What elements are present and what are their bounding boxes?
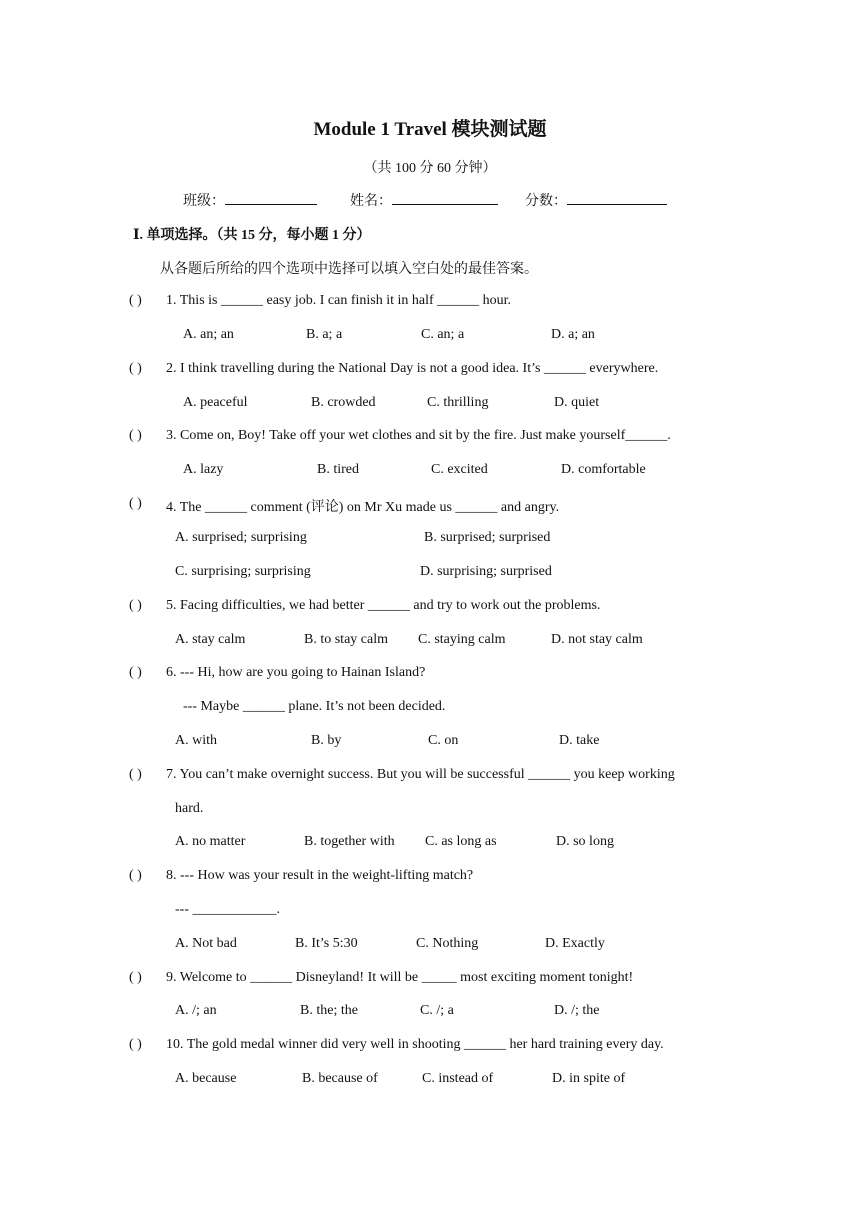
answer-paren: ( )	[129, 767, 142, 782]
option-d: D. quiet	[554, 395, 600, 410]
section-heading: Ⅰ. 单项选择。（共 15 分，每小题 1 分）	[133, 228, 371, 243]
option-d: D. so long	[556, 834, 614, 849]
option-d: D. /; the	[554, 1003, 600, 1018]
option-b: B. surprised; surprised	[424, 530, 551, 545]
option-b: B. a; a	[306, 327, 343, 342]
option-d: D. in spite of	[552, 1071, 626, 1086]
question-stem: 7. You can’t make overnight success. But you will be successful ______ you keep working	[166, 767, 675, 782]
question-stem: 1. This is ______ easy job. I can finish it in half ______ hour.	[166, 293, 512, 308]
option-d: D. a; an	[551, 327, 595, 342]
question-stem: 5. Facing difficulties, we had better ______ and try to work out the problems.	[166, 598, 601, 613]
name-label: 姓名：	[350, 194, 392, 209]
option-d: D. surprising; surprised	[420, 564, 552, 579]
option-a: A. Not bad	[175, 936, 237, 951]
question-stem: 4. The ______ comment (评论) on Mr Xu made us ______ and angry.	[166, 500, 560, 515]
name-field	[350, 190, 498, 210]
option-c: C. staying calm	[418, 632, 506, 647]
score-label: 分数：	[525, 194, 567, 209]
option-a: A. no matter	[175, 834, 246, 849]
name-blank	[392, 190, 498, 205]
option-b: B. together with	[304, 834, 395, 849]
option-b: B. to stay calm	[304, 632, 388, 647]
answer-paren: ( )	[129, 428, 142, 443]
option-a: A. surprised; surprising	[175, 530, 307, 545]
answer-paren: ( )	[129, 970, 142, 985]
answer-paren: ( )	[129, 665, 142, 680]
page-title: Module 1 Travel 模块测试题	[313, 119, 547, 140]
question-stem: 10. The gold medal winner did very well in shooting ______ her hard training every day.	[166, 1037, 664, 1052]
question-stem: 2. I think travelling during the National Day is not a good idea. It’s ______ everywhere.	[166, 361, 659, 376]
option-c: C. as long as	[425, 834, 497, 849]
question-stem-continued: hard.	[175, 801, 204, 816]
option-c: C. an; a	[421, 327, 465, 342]
section-instruction: 从各题后所给的四个选项中选择可以填入空白处的最佳答案。	[160, 262, 538, 277]
option-b: B. tired	[317, 462, 359, 477]
question-stem-continued: --- Maybe ______ plane. It’s not been decided.	[183, 699, 446, 714]
question-stem: 6. --- Hi, how are you going to Hainan Island?	[166, 665, 426, 680]
question-stem: 9. Welcome to ______ Disneyland! It will be _____ most exciting moment tonight!	[166, 970, 634, 985]
question-stem-continued: --- ____________.	[175, 902, 280, 917]
option-a: A. /; an	[175, 1003, 217, 1018]
class-blank	[225, 190, 317, 205]
score-field	[525, 190, 667, 210]
answer-paren: ( )	[129, 293, 142, 308]
answer-paren: ( )	[129, 496, 142, 511]
option-a: A. lazy	[183, 462, 224, 477]
question-stem: 3. Come on, Boy! Take off your wet clothes and sit by the fire. Just make yourself______.	[166, 428, 671, 443]
option-c: C. surprising; surprising	[175, 564, 311, 579]
option-d: D. take	[559, 733, 600, 748]
option-b: B. by	[311, 733, 342, 748]
option-c: C. thrilling	[427, 395, 489, 410]
option-b: B. It’s 5:30	[295, 936, 358, 951]
class-label: 班级：	[183, 194, 225, 209]
option-b: B. the; the	[300, 1003, 358, 1018]
answer-paren: ( )	[129, 1037, 142, 1052]
answer-paren: ( )	[129, 868, 142, 883]
class-field	[183, 190, 317, 210]
option-d: D. comfortable	[561, 462, 646, 477]
option-a: A. with	[175, 733, 217, 748]
option-c: C. Nothing	[416, 936, 479, 951]
score-blank	[567, 190, 667, 205]
option-b: B. because of	[302, 1071, 378, 1086]
page-subtitle: （共 100 分 60 分钟）	[363, 161, 497, 176]
option-a: A. peaceful	[183, 395, 248, 410]
option-c: C. /; a	[420, 1003, 454, 1018]
option-c: C. excited	[431, 462, 488, 477]
option-c: C. instead of	[422, 1071, 494, 1086]
answer-paren: ( )	[129, 598, 142, 613]
option-a: A. because	[175, 1071, 237, 1086]
option-d: D. Exactly	[545, 936, 605, 951]
option-c: C. on	[428, 733, 459, 748]
option-d: D. not stay calm	[551, 632, 643, 647]
option-a: A. an; an	[183, 327, 234, 342]
option-a: A. stay calm	[175, 632, 246, 647]
answer-paren: ( )	[129, 361, 142, 376]
option-b: B. crowded	[311, 395, 376, 410]
question-stem: 8. --- How was your result in the weight-lifting match?	[166, 868, 474, 883]
